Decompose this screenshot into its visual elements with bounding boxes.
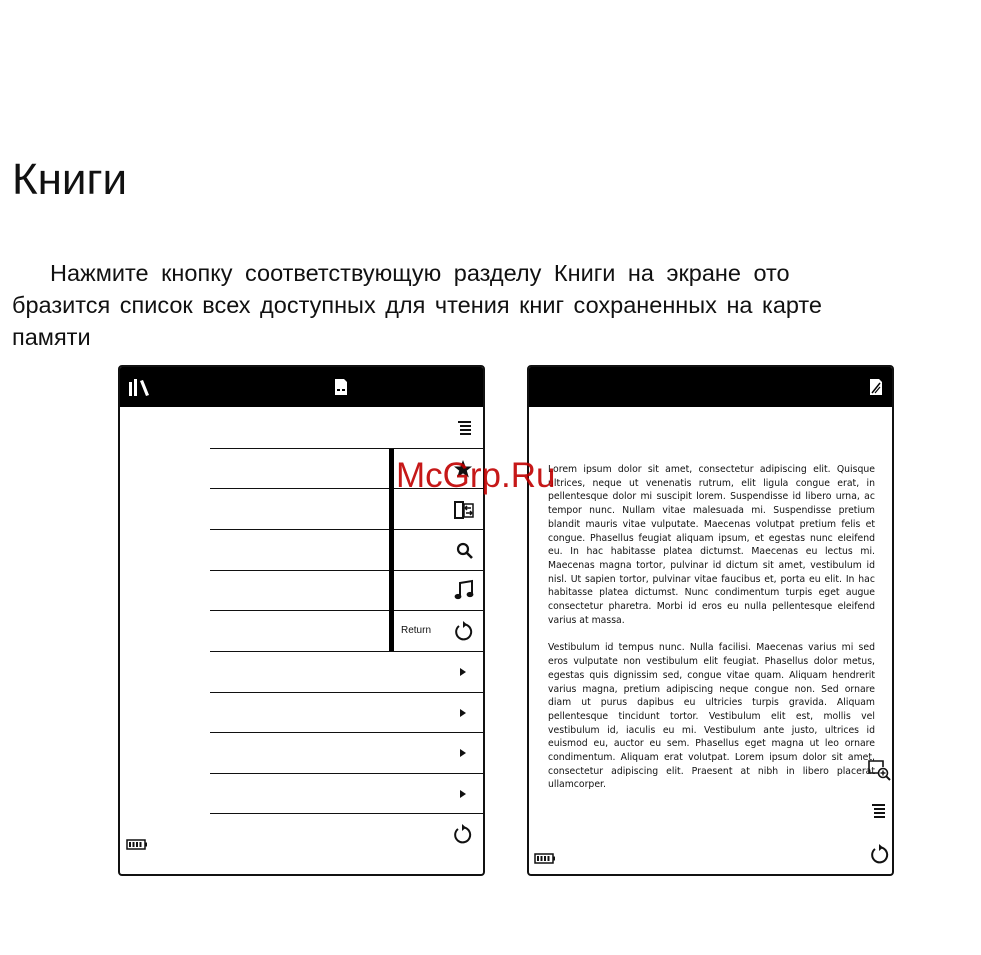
row-divider — [210, 610, 485, 611]
watermark: McGrp.Ru — [396, 456, 556, 495]
list-menu-icon[interactable] — [457, 420, 473, 436]
library-icon[interactable] — [128, 378, 154, 398]
intro-line-2: бразится список всех доступных для чтения книг сохраненных на карте — [12, 292, 823, 318]
reader-paragraph-2: Vestibulum id tempus nunc. Nulla facilisi. Maecenas varius mi sed eros vulputate non vestibulum elit feugiat. Phasellus dolor metus, egestas quis dignissim sed, congue vitae quam. Aliquam hendrerit varius magna, pretium adipiscing neque congue non. Sed ornare diam ut purus dapibus eu ultricies turpis gravida. Aliquam pellentesque tincidunt tortor. Vestibulum elit est, mollis vel vestibulum id, iaculis eu mi. Vestibulum ante justo, ultrices id euismod eu, auctor eu sem. Phasellus eget magna ut leo ornare condimentum. Aliquam erat volutpat. Lorem ipsum dolor sit amet, consectetur adipiscing elit. Praesent at nibh in libero placerat ullamcorper. — [548, 642, 875, 791]
book-transfer-icon[interactable] — [453, 500, 475, 520]
row-divider — [210, 813, 485, 814]
row-arrow[interactable] — [460, 668, 466, 676]
intro-paragraph — [12, 257, 970, 353]
intro-line-1: Нажмите кнопку соответствующую разделу Книги на экране ото — [50, 260, 790, 286]
row-arrow[interactable] — [460, 709, 466, 717]
row-divider — [210, 570, 485, 571]
page-title: Книги — [12, 155, 128, 204]
reader-paragraph-1: Lorem ipsum dolor sit amet, consectetur adipiscing elit. Quisque ultrices, neque ut venenatis rutrum, elit ligula congue erat, in pellentesque dolor mi suscipit lorem. Suspendisse id libero urna, ac tempor nunc. Nullam vitae malesuada mi. Suspendisse pretium blandit mauris vitae vulputate. Maecenas volutpat pretium felis et congue. Phasellus feugiat aliquam ipsum, et egestas nunc eleifend eu. In hac habitasse platea dictumst. Maecenas eu lectus mi. Maecenas magna tortor, pulvinar id dictum sit amet, vestibulum id nisl. Ut sapien tortor, pulvinar vitae faucibus et, porta eu elit. In hac habitasse platea dictumst. Nunc condimentum turpis eget augue consectetur pharetra. Morbi id eros eu nulla pellentesque eleifend varius at massa. — [548, 464, 875, 626]
return-icon[interactable] — [870, 843, 890, 865]
return-icon[interactable] — [454, 620, 474, 642]
row-divider — [210, 732, 485, 733]
library-top-bar — [120, 367, 483, 407]
reader-text-body — [548, 463, 875, 806]
row-divider — [210, 773, 485, 774]
search-icon[interactable] — [456, 542, 474, 560]
battery-icon — [126, 839, 148, 850]
music-icon[interactable] — [453, 579, 475, 601]
row-divider — [210, 651, 485, 652]
row-divider — [210, 529, 485, 530]
row-arrow[interactable] — [460, 790, 466, 798]
row-divider — [210, 692, 485, 693]
intro-line-3: памяти — [12, 324, 91, 350]
list-menu-icon[interactable] — [871, 803, 887, 819]
zoom-icon[interactable] — [867, 759, 891, 781]
reader-screen — [527, 365, 894, 876]
library-screen — [118, 365, 485, 876]
row-arrow[interactable] — [460, 749, 466, 757]
sd-card-icon[interactable] — [334, 378, 348, 396]
row-divider — [210, 448, 485, 449]
return-label: Return — [401, 625, 432, 636]
battery-icon — [534, 853, 556, 864]
return-icon[interactable] — [453, 823, 473, 845]
reader-top-bar — [529, 367, 892, 407]
sd-card-icon[interactable] — [869, 378, 883, 396]
popup-menu-border — [389, 449, 394, 651]
